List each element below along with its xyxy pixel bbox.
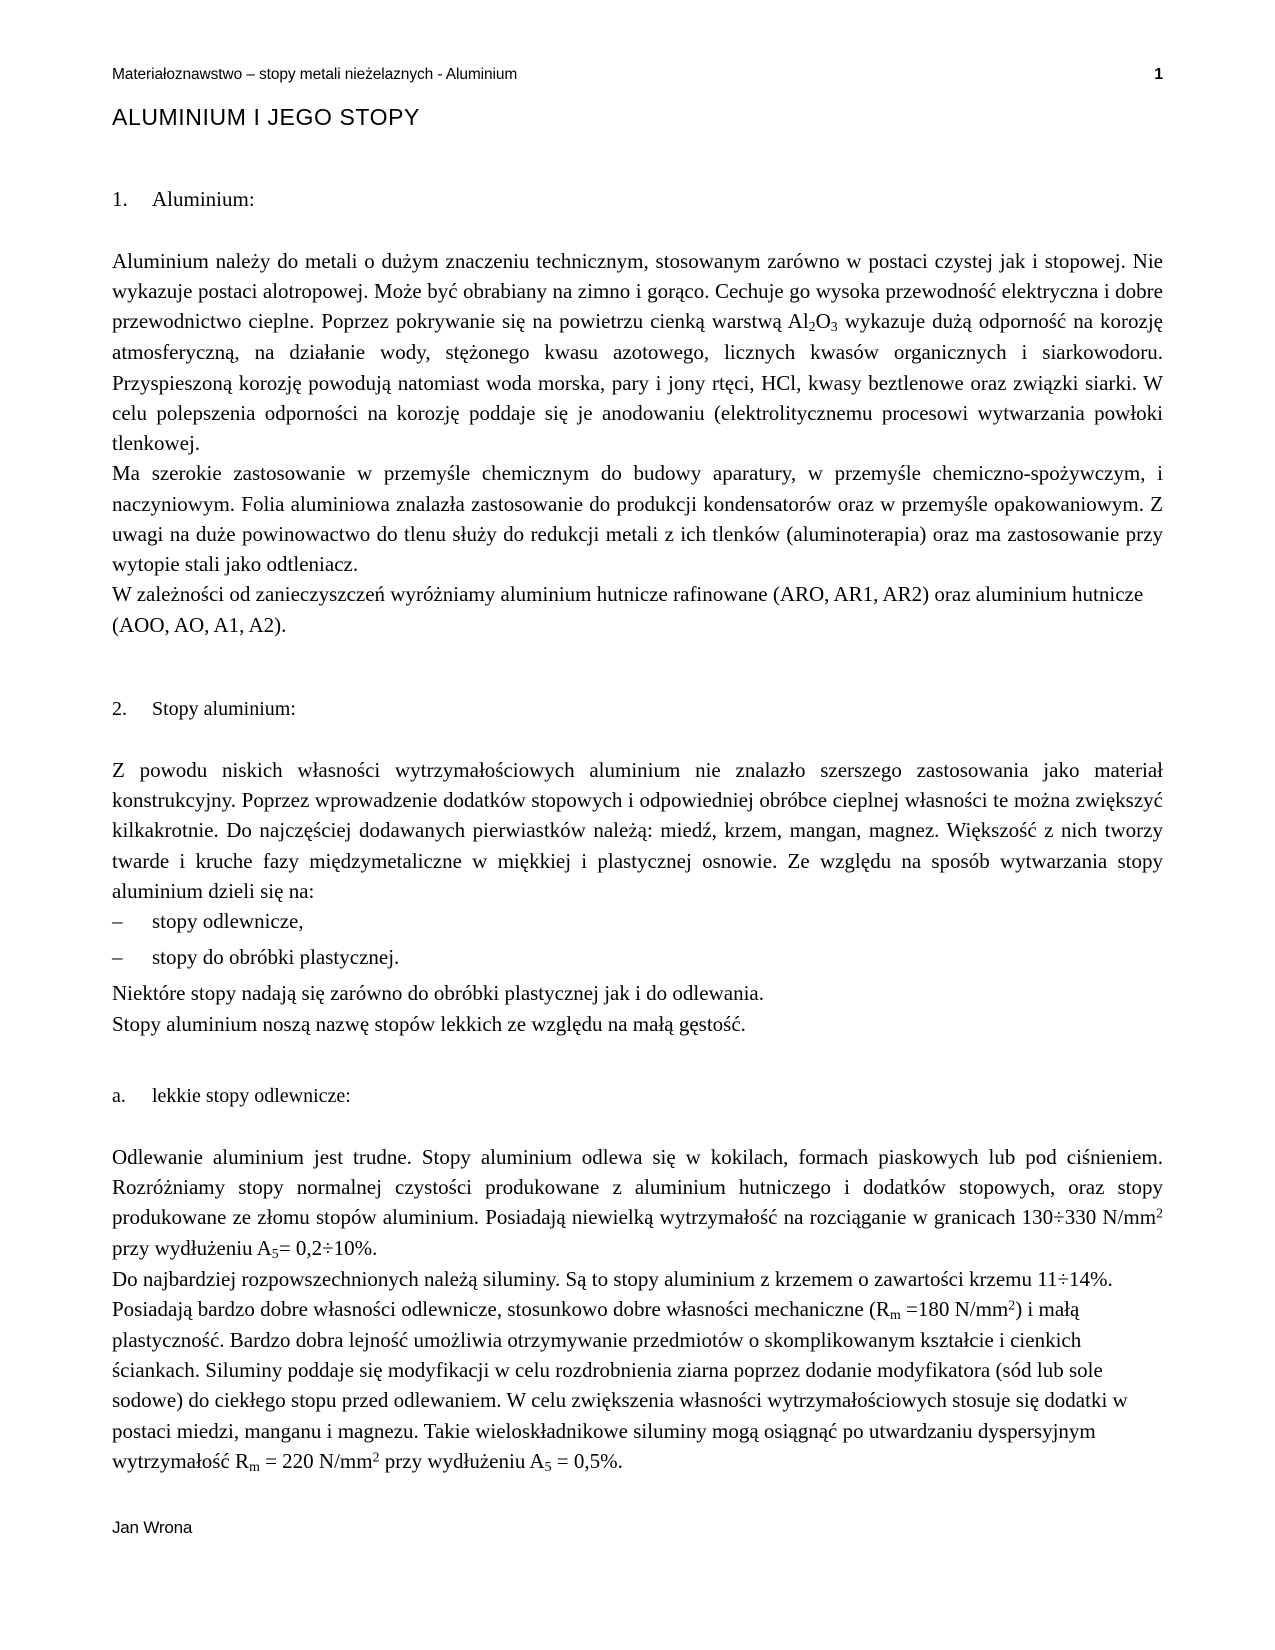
section-marker-1: 1. <box>112 187 128 211</box>
section-title-1: Aluminium: <box>152 187 255 211</box>
formula-subscript-2: 2 <box>808 319 816 335</box>
paragraph-alloys-intro: Z powodu niskich własności wytrzymałościowych aluminium nie znalazło szerszego zastosowania jako materiał konstrukcyjny. Poprzez wprowadzenie dodatków stopowych i odpowiedniej obróbce cieplnej własności te można zwiększyć kilkakrotnie. Do najczęściej dodawanych pierwiastków należą: miedź, krzem, mangan, magnez. Większość z nich tworzy twarde i kruche fazy międzymetaliczne w miękkiej i plastycznej osnowie. Ze względu na sposób wytwarzania stopy aluminium dzieli się na: <box>112 757 1163 903</box>
section-title-a: lekkie stopy odlewnicze: <box>152 1084 351 1107</box>
paragraph-text-part: =180 N/mm <box>900 1296 1009 1321</box>
spacer <box>112 1039 1163 1085</box>
symbol-subscript-m: m <box>889 1306 901 1322</box>
section-heading-a <box>112 1085 1163 1108</box>
section-marker-a: a. <box>112 1084 126 1107</box>
section-heading-1 <box>112 187 1163 212</box>
paragraph-text-part: = 220 N/mm <box>259 1448 373 1473</box>
paragraph-alloys-note-2: Stopy aluminium noszą nazwę stopów lekkich ze względu na małą gęstość. <box>112 1011 746 1036</box>
unit-superscript-2: 2 <box>372 1449 380 1465</box>
paragraph-text-part: Odlewanie aluminium jest trudne. Stopy aluminium odlewa się w kokilach, formach piaskowych lub pod ciśnieniem. Rozróżniamy stopy normalnej czystości produkowane z aluminium hutniczego i dodatków stopowych, oraz stopy produkowane ze złomu stopów aluminium. Posiadają niewielką wytrzymałość na rozciąganie w granicach 130÷330 N/mm <box>112 1144 1163 1230</box>
paragraph-aluminium-purity-grades: W zależności od zanieczyszczeń wyróżniamy aluminium hutnicze rafinowane (ARO, AR1, AR2) oraz aluminium hutnicze (AOO, AO, A1, A2). <box>112 582 1144 637</box>
symbol-subscript-5: 5 <box>271 1245 279 1261</box>
dash-bullet-icon: – <box>112 945 123 970</box>
list-item-label: stopy do obróbki plastycznej. <box>152 945 400 970</box>
formula-element-al: Al <box>787 309 809 334</box>
paragraph-text-part: = 0,2÷10%. <box>278 1235 378 1260</box>
formula-subscript-3: 3 <box>830 319 838 335</box>
list-item <box>112 906 1163 936</box>
paragraph-text-part: przy wydłużeniu A <box>379 1448 545 1473</box>
symbol-subscript-m: m <box>249 1458 260 1474</box>
paragraph-alloys-note-1: Niektóre stopy nadają się zarówno do obróbki plastycznej jak i do odlewania. <box>112 981 764 1006</box>
paragraph-text-part: Aluminium należy do metali o dużym znaczeniu technicznym, stosowanym zarówno w postaci czystej jak i stopowej. Nie wykazuje postaci alotropowej. Może być obrabiany na zimno i gorąco. Cechuje go wysoka przewodność elektryczna i dobre przewodnictwo cieplne. Poprzez pokrywanie się na powietrzu cienką warstwą <box>112 249 1163 334</box>
running-header <box>112 66 1163 84</box>
document-title: ALUMINIUM I JEGO STOPY <box>112 104 420 130</box>
section-title-2: Stopy aluminium: <box>152 697 296 720</box>
list-item <box>112 942 1163 972</box>
paragraph-aluminium-intro <box>112 246 1163 458</box>
list-item-label: stopy odlewnicze, <box>152 908 304 933</box>
footer-author: Jan Wrona <box>112 1518 193 1537</box>
page-number: 1 <box>1154 66 1163 83</box>
paragraph-text-part: = 0,5%. <box>551 1448 623 1473</box>
unit-superscript-2: 2 <box>1156 1205 1163 1221</box>
paragraph-text-part: przy wydłużeniu A <box>112 1235 272 1260</box>
spacer <box>112 640 1163 698</box>
alloy-type-list <box>112 906 1163 972</box>
dash-bullet-icon: – <box>112 908 123 933</box>
section-marker-2: 2. <box>112 697 127 720</box>
paragraph-text-part: ) i małą plastyczność. Bardzo dobra lejność umożliwia otrzymywanie przedmiotów o skomplikowanym kształcie i cienkich ściankach. Siluminy poddaje się modyfikacji w celu rozdrobnienia ziarna poprzez dodanie modyfikatora (sód lub sole sodowe) do ciekłego stopu przed odlewaniem. W celu zwiększenia własności wytrzymałościowych stosuje się dodatki w postaci miedzi, manganu i magnezu. Takie wieloskładnikowe siluminy mogą osiągnąć po utwardzaniu dyspersyjnym wytrzymałość R <box>112 1296 1128 1473</box>
paragraph-siluminy <box>112 1264 1163 1477</box>
paragraph-aluminium-applications: Ma szerokie zastosowanie w przemyśle chemicznym do budowy aparatury, w przemyśle chemiczno-spożywczym, i naczyniowym. Folia aluminiowa znalazła zastosowanie do produkcji kondensatorów oraz w przemyśle opakowaniowym. Z uwagi na duże powinowactwo do tlenu służy do redukcji metali z ich tlenków (aluminoterapia) oraz ma zastosowanie przy wytopie stali jako odtleniacz. <box>112 461 1163 577</box>
paragraph-text-part: wykazuje dużą odporność na korozję atmosferyczną, na działanie wody, stężonego kwasu azotowego, licznych kwasów organicznych i siarkowodoru. Przyspieszoną korozję powodują natomiast woda morska, pary i jony rtęci, HCl, kwasy beztlenowe oraz związki siarki. W celu polepszenia odporności na korozję poddaje się je anodowaniu (elektrolitycznemu procesowi wytwarzania powłoki tlenkowej. <box>112 309 1164 456</box>
formula-element-o: O <box>815 309 831 334</box>
running-header-title: Materiałoznawstwo – stopy metali nieżelaznych - Aluminium <box>112 66 518 83</box>
unit-superscript-2: 2 <box>1008 1297 1016 1313</box>
symbol-subscript-5: 5 <box>544 1458 552 1474</box>
chemical-formula-al2o3 <box>788 309 838 333</box>
paragraph-text-part: Do najbardziej rozpowszechnionych należą siluminy. Są to stopy aluminium z krzemem o zawartości krzemu 11÷14%. Posiadają bardzo dobre własności odlewnicze, stosunkowo dobre własności mechaniczne (R <box>112 1266 1113 1321</box>
section-heading-2 <box>112 698 1163 721</box>
paragraph-casting-alloys-1 <box>112 1142 1163 1264</box>
